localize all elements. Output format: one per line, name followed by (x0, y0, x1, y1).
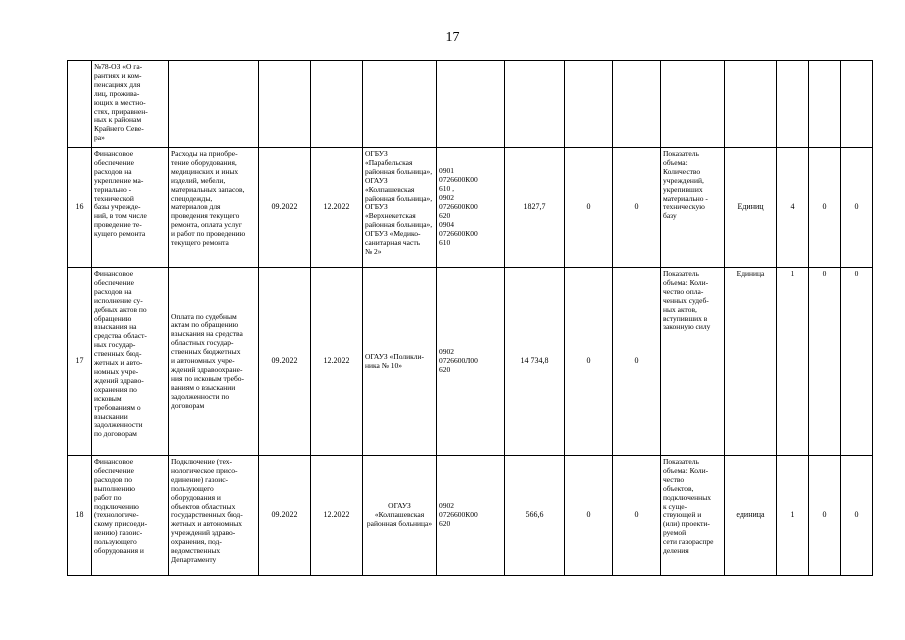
text-line: проведение те- (94, 220, 142, 230)
text-line: териально - (94, 184, 132, 194)
indicator-cell (661, 456, 725, 576)
text-line: 0901 (439, 166, 454, 176)
text-line: ний, в том числе (94, 211, 147, 221)
text-line: оборудования и (94, 546, 144, 556)
text-line: исполнение су- (94, 295, 143, 305)
text-line: районная больница», (365, 220, 433, 230)
amount2-cell: 0 (565, 268, 613, 456)
basis-cell (92, 61, 169, 148)
text-line: чество опла- (663, 286, 704, 296)
text-line: государственных бюд- (171, 510, 243, 520)
start-date-cell: 09.2022 (259, 456, 311, 576)
code-cell (437, 61, 505, 148)
text-line: № 2» (365, 246, 382, 256)
text-line: №78-ОЗ «О га- (94, 62, 143, 71)
recipient-cell (363, 456, 437, 576)
text-line: ведомственных (171, 546, 221, 556)
recipient-cell (363, 268, 437, 456)
text-line: Показатель (663, 457, 699, 466)
purpose-cell (169, 148, 259, 268)
code-cell (437, 148, 505, 268)
text-line: ченных судеб- (663, 295, 709, 305)
code-cell (437, 268, 505, 456)
text-line: 0902 (439, 347, 454, 357)
text-line: ваниям о взыскании (171, 382, 236, 392)
text-line: лиц, прожива- (94, 88, 140, 98)
text-line: пользующего (94, 537, 137, 547)
amount2-cell: 0 (565, 456, 613, 576)
text-line: техническую (663, 202, 705, 212)
text-line: ния по исковым требо- (171, 373, 245, 383)
text-line: Количество (663, 166, 701, 176)
text-line: деления (663, 546, 689, 556)
text-line: «Колпашевская (374, 510, 425, 520)
text-line: Финансовое (94, 269, 134, 278)
row-number-cell: 17 (68, 268, 92, 456)
end-date-cell: 12.2022 (311, 456, 363, 576)
text-line: подключенных (663, 492, 711, 502)
indicator-cell (661, 61, 725, 148)
text-line: «Верхнекетская (365, 211, 416, 221)
end-date-cell (311, 61, 363, 148)
text-line: исковым (94, 393, 122, 403)
text-line: «Парабельская (365, 157, 413, 167)
value1-cell: 1 (777, 456, 809, 576)
text-line: работ по (94, 492, 122, 502)
text-line: обеспечение (94, 157, 134, 167)
row-number-cell (68, 61, 92, 148)
text-line: пенсациях для (94, 79, 141, 89)
row-number-cell: 18 (68, 456, 92, 576)
text-line: единение) газоис- (171, 474, 229, 484)
table-row-continuation (68, 61, 873, 148)
purpose-cell (169, 61, 259, 148)
text-line: охранения по (94, 384, 137, 394)
text-line: Показатель (663, 269, 699, 278)
text-line: руемой (663, 528, 687, 538)
text-line: ждений здравоохране- (171, 364, 243, 374)
value2-cell: 0 (809, 456, 841, 576)
text-line: нению) газоис- (94, 528, 143, 538)
text-line: взыскания на средства (171, 329, 243, 339)
text-line: текущего ремонта (171, 238, 229, 248)
basis-cell (92, 456, 169, 576)
text-line: и автономных учре- (171, 356, 235, 366)
text-line: районная больница», (365, 193, 433, 203)
text-line: 610 (439, 237, 451, 247)
text-line: сети газораспре (663, 537, 714, 547)
code-cell (437, 456, 505, 576)
text-line: требованиям о (94, 402, 141, 412)
text-line: охранения, под- (171, 537, 222, 547)
text-line: 0726600К00 (439, 228, 478, 238)
text-line: скому присоеди- (94, 519, 148, 529)
text-line: 0726600К00 (439, 510, 478, 520)
text-line: технической (94, 193, 134, 203)
text-line: проведения текущего (171, 211, 240, 221)
text-line: 0902 (439, 501, 454, 511)
text-line: расходов по (94, 474, 133, 484)
text-line: укрепивших (663, 184, 703, 194)
text-line: изделий, мебели, (171, 175, 226, 185)
text-line: 620 (439, 364, 451, 374)
text-line: спецодежды, (171, 193, 213, 203)
text-line: ствующей и (663, 510, 702, 520)
text-line: расходов на (94, 286, 132, 296)
unit-cell: Единица (725, 268, 777, 456)
text-line: объема: Коли- (663, 465, 709, 475)
text-line: учреждений здраво- (171, 528, 236, 538)
text-line: ОГАУЗ (388, 501, 411, 511)
unit-cell (725, 61, 777, 148)
text-line: взыскания на (94, 322, 137, 332)
text-line: учреждений, (663, 175, 704, 185)
table-row (68, 268, 873, 456)
text-line: материалов для (171, 202, 221, 212)
text-line: чество (663, 474, 685, 484)
text-line: ОГБУЗ «Медико- (365, 229, 421, 239)
indicator-cell (661, 268, 725, 456)
text-line: актам по обращению (171, 320, 239, 330)
start-date-cell: 09.2022 (259, 148, 311, 268)
text-line: ОГБУЗ (365, 149, 388, 158)
text-line: Крайнего Севе- (94, 124, 144, 134)
text-line: укрепление ма- (94, 175, 144, 185)
text-line: обращению (94, 313, 132, 323)
text-line: (или) проекти- (663, 519, 710, 529)
text-line: базу (663, 211, 677, 221)
start-date-cell: 09.2022 (259, 268, 311, 456)
value3-cell (841, 61, 873, 148)
start-date-cell (259, 61, 311, 148)
text-line: задолженности (94, 420, 143, 430)
text-line: областных государ- (171, 338, 234, 348)
unit-cell: единица (725, 456, 777, 576)
text-line: 0726600К00 (439, 175, 478, 185)
text-line: (технологиче- (94, 510, 139, 520)
indicator-cell (661, 148, 725, 268)
page-number: 17 (445, 30, 460, 45)
text-line: пользующего (171, 483, 214, 493)
text-line: Оплата по судебным (171, 311, 237, 321)
text-line: номных учре- (94, 366, 139, 376)
amount-cell: 566,6 (505, 456, 565, 576)
text-line: обеспечение (94, 277, 134, 287)
text-line: тение оборудования, (171, 157, 237, 167)
value1-cell: 4 (777, 148, 809, 268)
text-line: 620 (439, 210, 451, 220)
text-line: расходов на (94, 166, 132, 176)
text-line: средства област- (94, 331, 147, 341)
text-line: Подключение (тех- (171, 457, 233, 466)
amount3-cell: 0 (613, 456, 661, 576)
text-line: жетных и автономных (171, 519, 243, 529)
purpose-cell (169, 456, 259, 576)
text-line: базы учрежде- (94, 202, 141, 212)
text-line: ных актов, (663, 304, 697, 314)
text-line: Департаменту (171, 554, 217, 564)
text-line: Финансовое (94, 149, 134, 158)
text-line: районная больница», (365, 166, 433, 176)
text-line: законную силу (663, 322, 711, 332)
amount3-cell: 0 (613, 268, 661, 456)
end-date-cell: 12.2022 (311, 268, 363, 456)
value3-cell: 0 (841, 456, 873, 576)
text-line: жетных и авто- (94, 358, 143, 368)
text-line: медицинских и иных (171, 166, 239, 176)
text-line: ных государ- (94, 340, 136, 350)
value1-cell (777, 61, 809, 148)
text-line: объема: (663, 157, 688, 167)
text-line: ремонта, оплата услуг (171, 220, 242, 230)
basis-cell (92, 148, 169, 268)
text-line: стях, приравнен- (94, 106, 148, 116)
amount2-cell (565, 61, 613, 148)
text-line: к суще- (663, 501, 688, 511)
table-row (68, 148, 873, 268)
text-line: ственных бюджетных (171, 347, 241, 357)
text-line: рантиях и ком- (94, 70, 142, 80)
text-line: Расходы на приобре- (171, 149, 238, 158)
amount3-cell: 0 (613, 148, 661, 268)
text-line: объектов, (663, 483, 694, 493)
text-line: ника № 10» (365, 360, 403, 370)
text-line: дебных актов по (94, 304, 147, 314)
value2-cell: 0 (809, 268, 841, 456)
text-line: и работ по проведению (171, 229, 246, 239)
text-line: объема: Коли- (663, 277, 709, 287)
text-line: ОГБУЗ (365, 202, 388, 212)
text-line: взыскании (94, 411, 128, 421)
text-line: выполнению (94, 483, 135, 493)
value2-cell: 0 (809, 148, 841, 268)
amount-cell (505, 61, 565, 148)
row-number-cell: 16 (68, 148, 92, 268)
amount-cell: 14 734,8 (505, 268, 565, 456)
text-line: объектов областных (171, 501, 236, 511)
text-line: обеспечение (94, 465, 134, 475)
text-line: нологическое присо- (171, 465, 238, 475)
table-row (68, 456, 873, 576)
text-line: задолженности по (171, 391, 230, 401)
text-line: материально - (663, 193, 708, 203)
value3-cell: 0 (841, 148, 873, 268)
funding-table (67, 60, 873, 576)
amount3-cell (613, 61, 661, 148)
text-line: кущего ремонта (94, 229, 146, 239)
text-line: 0904 (439, 219, 454, 229)
text-line: материальных запасов, (171, 184, 245, 194)
text-line: ждений здраво- (94, 375, 144, 385)
text-line: 0726600Л00 (439, 356, 478, 366)
text-line: 620 (439, 518, 451, 528)
text-line: Финансовое (94, 457, 134, 466)
basis-cell (92, 268, 169, 456)
value2-cell (809, 61, 841, 148)
recipient-cell (363, 61, 437, 148)
text-line: договорам (171, 400, 205, 410)
text-line: по договорам (94, 429, 137, 439)
unit-cell: Единиц (725, 148, 777, 268)
text-line: 610 , (439, 184, 454, 194)
text-line: подключению (94, 501, 139, 511)
text-line: ОГАУЗ (365, 175, 388, 185)
value1-cell: 1 (777, 268, 809, 456)
text-line: ра» (94, 133, 105, 143)
text-line: вступивших в (663, 313, 708, 323)
text-line: оборудования и (171, 492, 221, 502)
text-line: Показатель (663, 149, 699, 158)
text-line: 0902 (439, 193, 454, 203)
text-line: «Колпашевская (365, 184, 415, 194)
value3-cell: 0 (841, 268, 873, 456)
end-date-cell: 12.2022 (311, 148, 363, 268)
text-line: ОГАУЗ «Поликли- (365, 351, 425, 361)
text-line: санитарная часть (365, 238, 421, 248)
text-line: ственных бюд- (94, 349, 142, 359)
text-line: ных к районам (94, 115, 142, 125)
purpose-cell (169, 268, 259, 456)
text-line: 0726600К00 (439, 202, 478, 212)
amount-cell: 1827,7 (505, 148, 565, 268)
text-line: ющих в местно- (94, 97, 146, 107)
text-line: районная больница» (366, 518, 433, 528)
amount2-cell: 0 (565, 148, 613, 268)
recipient-cell (363, 148, 437, 268)
